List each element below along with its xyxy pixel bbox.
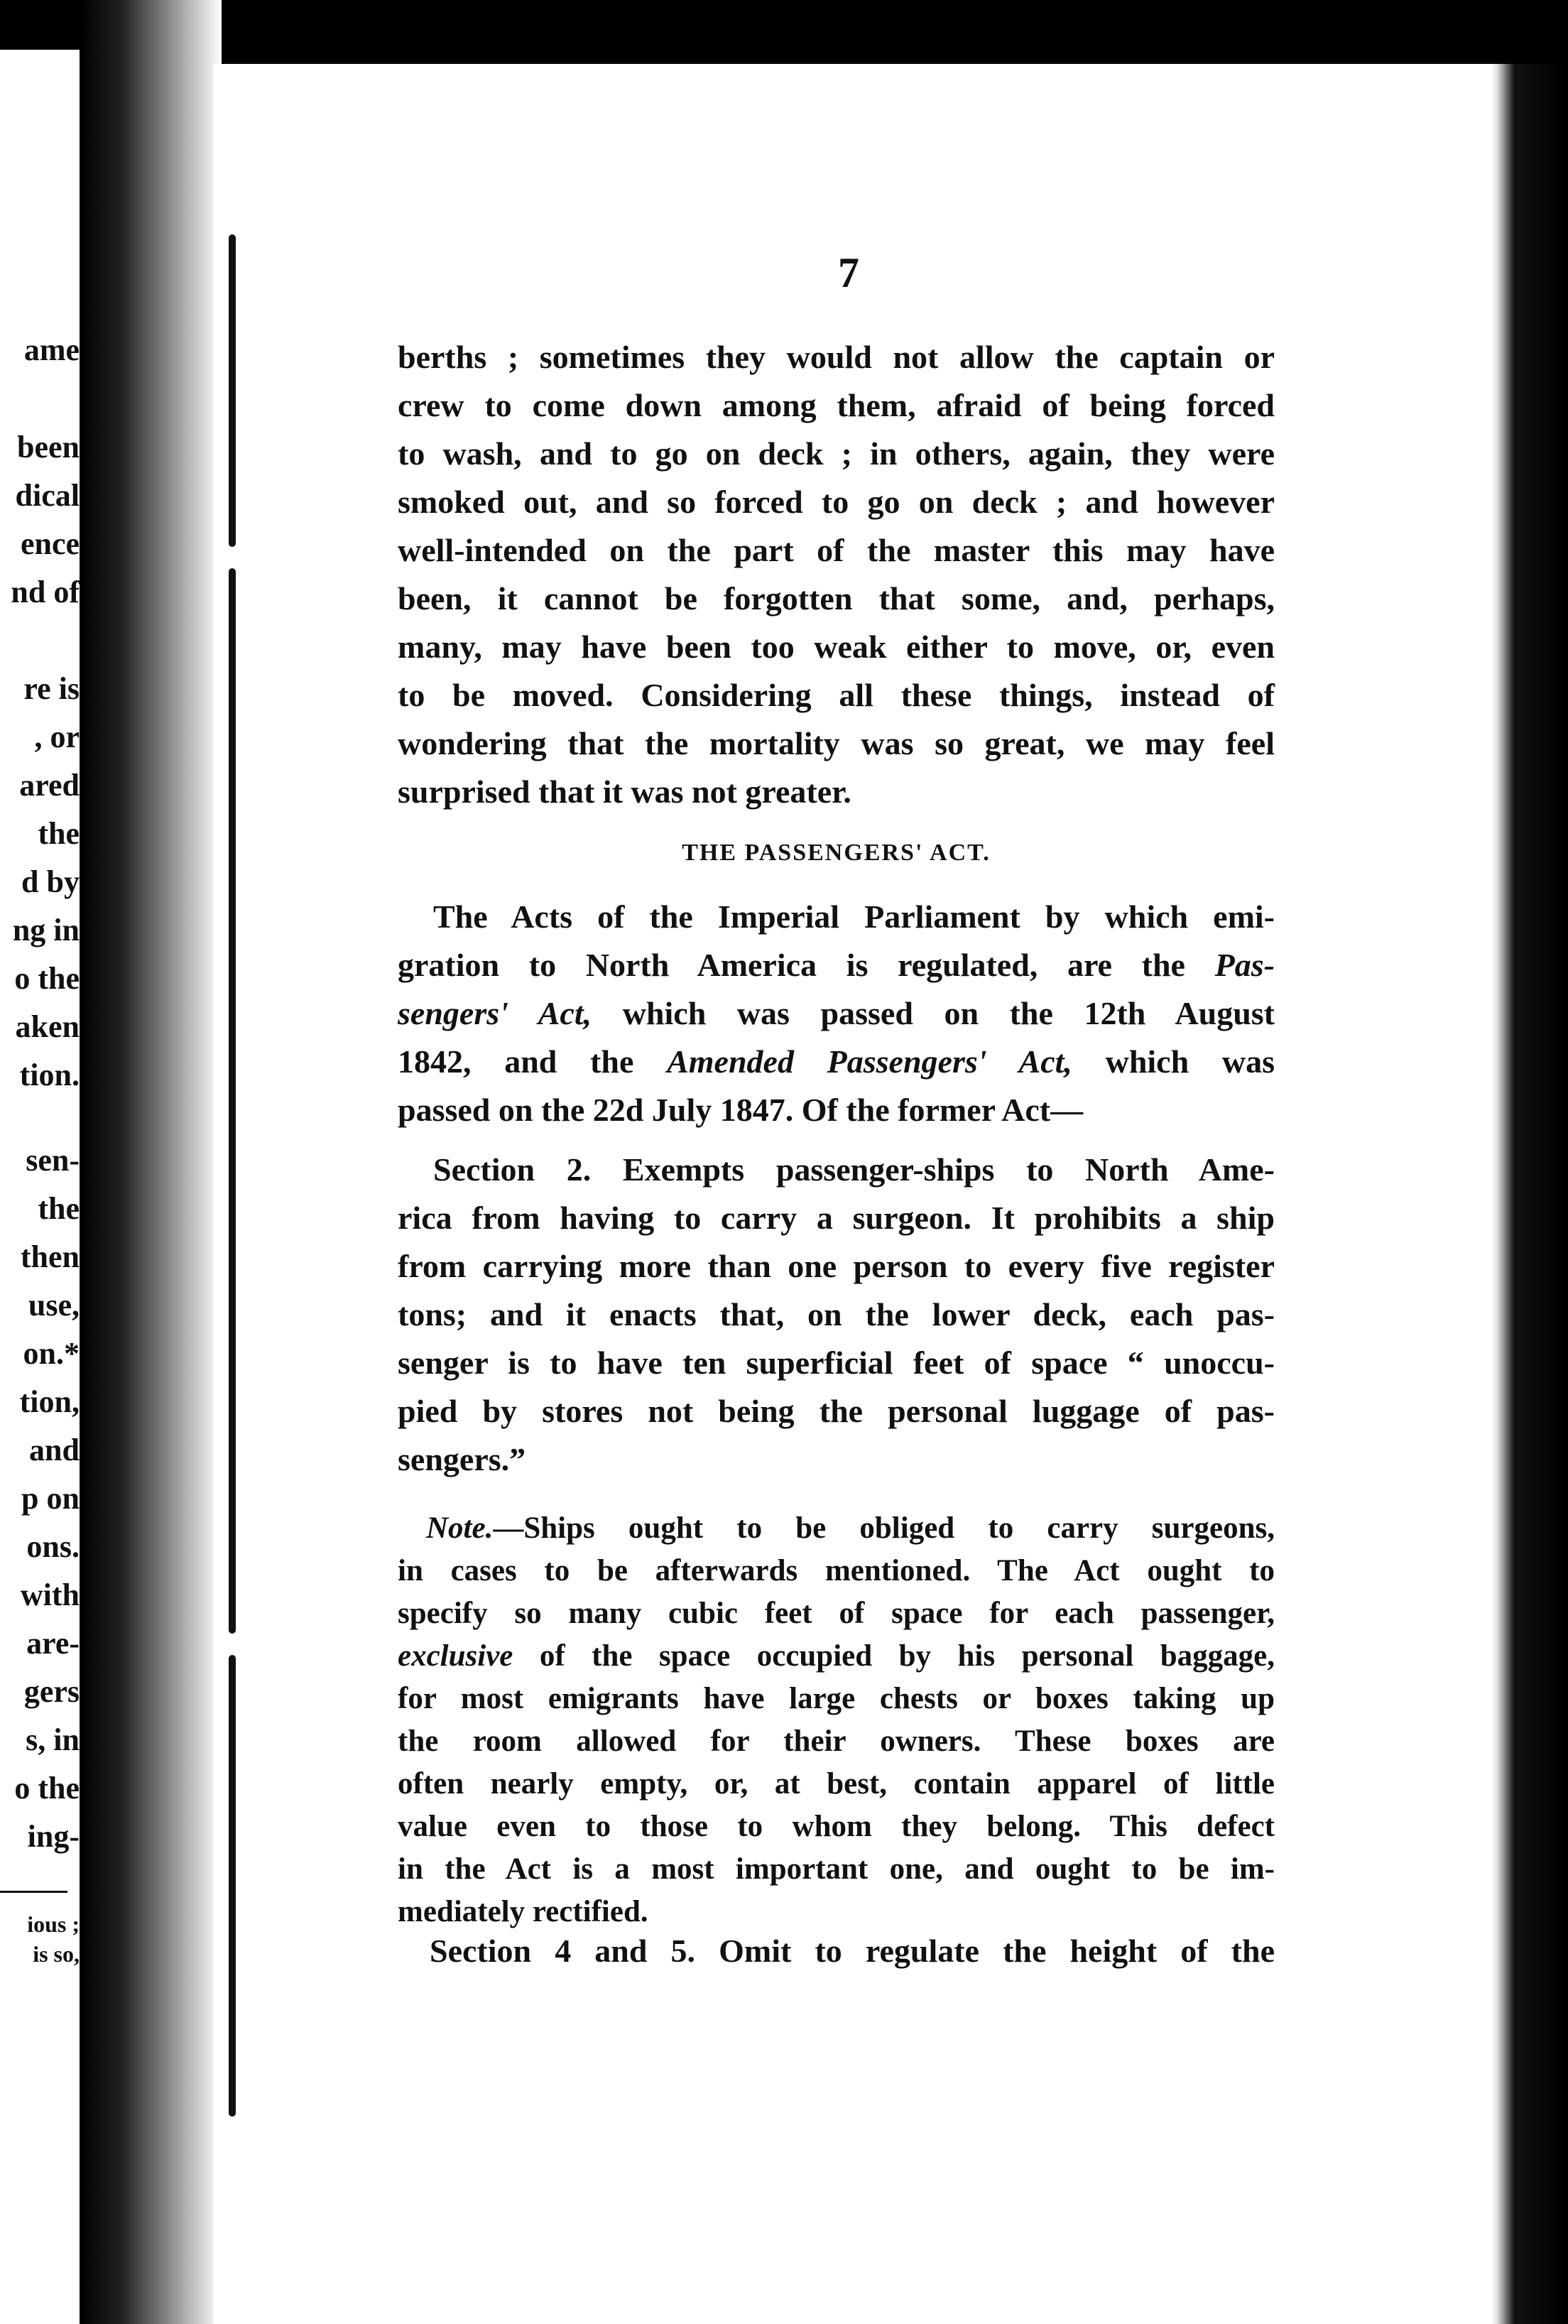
text-line: in the Act is a most important one, and ought to be im- xyxy=(398,1852,1275,1886)
text-line: tons; and it enacts that, on the lower deck, each pas- xyxy=(398,1296,1275,1332)
italic-title: Pas- xyxy=(1214,947,1275,983)
binding-gutter xyxy=(80,0,222,2324)
left-page-fragment: and xyxy=(29,1433,80,1467)
text-line: senger is to have ten superficial feet of space “ unoccu- xyxy=(398,1345,1275,1381)
left-page-fragment: aken xyxy=(15,1009,80,1044)
left-page-fragment: sen- xyxy=(26,1143,80,1178)
left-page-fragment: nd of xyxy=(11,575,80,609)
text-line: mediately rectified. xyxy=(398,1895,648,1928)
text-line: well-intended on the part of the master this may have xyxy=(398,532,1275,568)
text-line: to be moved. Considering all these things, instead of xyxy=(398,677,1275,713)
left-page-fragment: gers xyxy=(23,1674,80,1709)
text-line: surprised that it was not greater. xyxy=(398,773,851,810)
text-line: often nearly empty, or, at best, contain apparel of little xyxy=(398,1767,1275,1801)
text-line: Note.—Ships ought to be obliged to carry surgeons, xyxy=(426,1511,1275,1545)
left-page-fragment: o the xyxy=(14,1771,80,1806)
text-line: pied by stores not being the personal luggage of pas- xyxy=(398,1393,1275,1429)
text-line: berths ; sometimes they would not allow the captain or xyxy=(398,339,1275,375)
left-page-fragment: , or xyxy=(34,720,80,754)
left-page-fragment: p on xyxy=(21,1481,80,1516)
left-page-fragment: tion, xyxy=(19,1384,80,1419)
text-line: from carrying more than one person to every five register xyxy=(398,1248,1275,1284)
left-page-fragment: the xyxy=(38,1191,80,1226)
left-page-fragment: ng in xyxy=(12,913,80,947)
text-line: gration to North America is regulated, are the Pas- xyxy=(398,947,1275,983)
left-page-fragment: with xyxy=(20,1578,80,1612)
page-edge-shadow xyxy=(1491,64,1568,2324)
text-line: to wash, and to go on deck ; in others, again, they were xyxy=(398,435,1275,472)
text-line: sengers' Act, which was passed on the 12th August xyxy=(398,995,1275,1031)
text-line: Section 4 and 5. Omit to regulate the height of the xyxy=(430,1933,1275,1969)
footnote-rule xyxy=(0,1891,67,1893)
left-page-fragment: the xyxy=(38,816,80,851)
left-page-fragment: tion. xyxy=(19,1058,80,1092)
text-line: wondering that the mortality was so great, we may feel xyxy=(398,725,1275,761)
text-line: value even to those to whom they belong. This defect xyxy=(398,1810,1275,1843)
text-line: rica from having to carry a surgeon. It prohibits a ship xyxy=(398,1200,1275,1236)
text-line: many, may have been too weak either to move, or, even xyxy=(398,629,1275,665)
left-page-fragment: then xyxy=(20,1239,80,1274)
binding-stitch xyxy=(229,568,236,1634)
italic-word: exclusive xyxy=(398,1639,513,1673)
left-page-footnote: ious ; xyxy=(27,1911,80,1937)
section-heading: THE PASSENGERS' ACT. xyxy=(682,840,991,866)
left-page-fragment: are- xyxy=(26,1626,80,1661)
left-page-fragment: ing- xyxy=(27,1819,80,1854)
left-page-fragment: ame xyxy=(23,332,80,367)
text-line: passed on the 22d July 1847. Of the former Act— xyxy=(398,1092,1084,1128)
binding-stitch xyxy=(229,234,236,547)
left-page-fragment: d by xyxy=(21,864,80,899)
italic-title: Amended Passengers' Act, xyxy=(667,1043,1072,1080)
left-facing-page xyxy=(0,50,80,2324)
left-page-fragment: ons. xyxy=(26,1529,80,1564)
text-line: crew to come down among them, afraid of being forced xyxy=(398,387,1275,423)
left-page-footnote: is so, xyxy=(33,1941,80,1967)
left-page-fragment: ared xyxy=(19,768,80,803)
left-page-fragment: s, in xyxy=(26,1722,80,1757)
text-line: the room allowed for their owners. These boxes are xyxy=(398,1725,1275,1758)
left-page-fragment: o the xyxy=(14,961,80,996)
binding-stitch xyxy=(229,1655,236,2117)
italic-note-label: Note. xyxy=(426,1511,494,1545)
text-line: in cases to be afterwards mentioned. The Act ought to xyxy=(398,1554,1275,1587)
left-page-fragment: been xyxy=(17,430,80,465)
left-page-fragment: re is xyxy=(23,671,80,706)
text-line: 1842, and the Amended Passengers' Act, which was xyxy=(398,1043,1275,1080)
left-page-fragment: dical xyxy=(15,478,80,513)
page-number: 7 xyxy=(838,249,859,296)
text-line: The Acts of the Imperial Parliament by which emi- xyxy=(433,898,1275,935)
text-line: sengers.” xyxy=(398,1441,526,1477)
left-page-fragment: on.* xyxy=(23,1336,80,1371)
text-line: been, it cannot be forgotten that some, and, perhaps, xyxy=(398,580,1275,617)
left-page-fragment: ence xyxy=(20,526,80,561)
italic-title: sengers' Act, xyxy=(398,995,592,1031)
text-line: specify so many cubic feet of space for each passenger, xyxy=(398,1597,1275,1630)
text-line: Section 2. Exempts passenger-ships to North Ame- xyxy=(433,1151,1275,1188)
left-page-fragment: use, xyxy=(28,1288,80,1323)
text-line: smoked out, and so forced to go on deck ; and however xyxy=(398,484,1275,520)
text-line: exclusive of the space occupied by his personal baggage, xyxy=(398,1639,1275,1673)
text-line: for most emigrants have large chests or boxes taking up xyxy=(398,1682,1275,1715)
